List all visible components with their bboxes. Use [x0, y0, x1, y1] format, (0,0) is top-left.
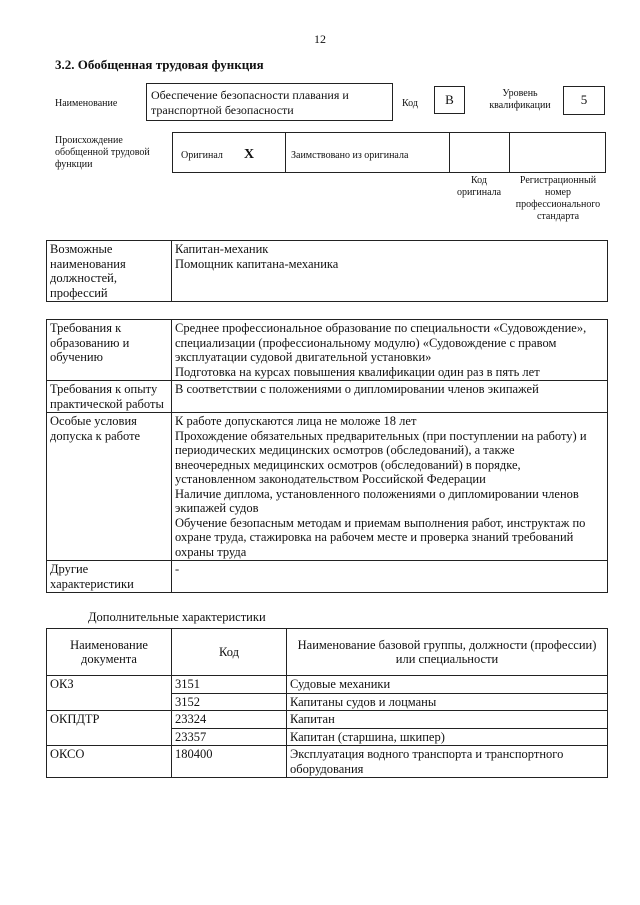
- other-line: -: [175, 562, 180, 576]
- page-number: 12: [314, 32, 326, 46]
- name-cell: [287, 746, 608, 778]
- doc-cell: ОКПДТР: [47, 711, 172, 746]
- education-line: Среднее профессиональное образование по специальности «Судовождение»,: [175, 321, 587, 335]
- requirements-row-education: [47, 320, 608, 381]
- code-label: Код: [402, 98, 418, 109]
- admission-label-line: допуска к работе: [50, 428, 141, 443]
- code-cell: 180400: [172, 746, 287, 778]
- name-cell-line: Эксплуатация водного транспорта и транспортного: [290, 747, 564, 761]
- original-label: Оригинал: [181, 150, 223, 161]
- additional-header-row: [47, 629, 608, 676]
- admission-line: Прохождение обязательных предварительных (при поступлении на работу) и: [175, 428, 587, 443]
- origin-label-line3: функции: [55, 159, 93, 170]
- function-name-box: [146, 83, 393, 121]
- name-cell: Капитаны судов и лоцманы: [287, 693, 608, 711]
- col-document-header: [47, 629, 172, 676]
- positions-table: [46, 240, 608, 302]
- education-label-line: образованию и: [50, 335, 130, 350]
- reg-number-caption-line1: Регистрационный: [519, 175, 597, 186]
- positions-label: [47, 241, 172, 302]
- experience-label-line: практической работы: [50, 396, 164, 411]
- section-title: 3.2. Обобщенная трудовая функция: [55, 57, 264, 72]
- positions-label-line4: профессий: [50, 285, 108, 300]
- other-label: [47, 561, 172, 593]
- level-box: [563, 86, 605, 115]
- other-label-line: характеристики: [50, 576, 134, 591]
- code-original-caption-line1: Код: [471, 175, 487, 186]
- additional-title: Дополнительные характеристики: [88, 610, 266, 624]
- code-cell: 3151: [172, 676, 287, 694]
- position-item: Помощник капитана-механика: [175, 256, 339, 271]
- code-box: [434, 86, 465, 114]
- origin-label-line1: Происхождение: [55, 135, 123, 146]
- positions-row: [47, 241, 608, 302]
- origin-divider-2: [449, 133, 450, 172]
- education-line: Подготовка на курсах повышения квалификации один раз в пять лет: [175, 364, 540, 379]
- code-cell: 23357: [172, 728, 287, 746]
- education-line: специализации (профессиональному модулю) «Судовождение с правом: [175, 335, 557, 350]
- col-code-header: Код: [172, 629, 287, 676]
- position-item: Капитан-механик: [175, 242, 269, 256]
- admission-label-line: Особые условия: [50, 414, 137, 428]
- admission-value: [172, 413, 608, 561]
- admission-line: Обучение безопасным методам и приемам выполнения работ, инструктаж по: [175, 515, 586, 530]
- reg-number-caption: [508, 175, 608, 223]
- reg-number-caption-line3: профессионального: [515, 199, 601, 210]
- positions-label-line3: должностей,: [50, 271, 117, 285]
- col-document-header-line: Наименование: [70, 637, 148, 652]
- table-row: [47, 676, 608, 694]
- admission-line: К работе допускаются лица не моложе 18 лет: [175, 414, 417, 428]
- admission-line: охраны труда: [175, 544, 247, 559]
- level-value: 5: [580, 92, 588, 107]
- origin-divider-3: [509, 133, 510, 172]
- origin-divider-1: [285, 133, 286, 172]
- col-name-header-line: Наименование базовой группы, должности (профессии): [297, 637, 597, 652]
- requirements-row-admission: [47, 413, 608, 561]
- code-cell: 3152: [172, 693, 287, 711]
- code-original-caption: [446, 175, 512, 199]
- col-name-header: [287, 629, 608, 676]
- other-label-line: Другие: [50, 562, 89, 576]
- table-row: [47, 711, 608, 729]
- name-label: Наименование: [55, 98, 118, 109]
- name-cell: Капитан (старшина, шкипер): [287, 728, 608, 746]
- admission-line: экипажей судов: [175, 501, 259, 515]
- name-cell-line: оборудования: [290, 761, 364, 776]
- education-line: эксплуатации судовой двигательной установки»: [175, 350, 432, 364]
- code-value: B: [445, 92, 454, 107]
- positions-label-line2: наименования: [50, 256, 126, 271]
- requirements-row-experience: [47, 381, 608, 413]
- requirements-row-other: [47, 561, 608, 593]
- education-value: [172, 320, 608, 381]
- level-label: [475, 88, 565, 112]
- name-cell: Капитан: [287, 711, 608, 729]
- other-value: [172, 561, 608, 593]
- positions-label-line1: Возможные: [50, 242, 113, 256]
- table-row: [47, 746, 608, 778]
- code-original-caption-line2: оригинала: [456, 187, 502, 198]
- origin-label-line2: обобщенной трудовой: [55, 147, 150, 158]
- education-label: [47, 320, 172, 381]
- admission-line: установленном законодательством Российской Федерации: [175, 472, 486, 486]
- reg-number-caption-line2: номер: [545, 187, 571, 198]
- experience-label-line: Требования к опыту: [50, 382, 158, 396]
- col-document-header-line: документа: [81, 652, 137, 666]
- experience-line: В соответствии с положениями о дипломировании членов экипажей: [175, 382, 539, 396]
- code-cell: 23324: [172, 711, 287, 729]
- origin-box: [172, 132, 606, 173]
- admission-line: периодических медицинских осмотров (обследований), а также: [175, 443, 515, 457]
- col-name-header-line: или специальности: [395, 652, 499, 666]
- name-cell: Судовые механики: [287, 676, 608, 694]
- function-name-line1: Обеспечение безопасности плавания и: [151, 88, 349, 102]
- admission-line: Наличие диплома, установленного положениями о дипломировании членов: [175, 486, 579, 501]
- additional-table: [46, 628, 608, 778]
- admission-line: охране труда, стажировка на рабочем месте и проверка знаний требований: [175, 530, 574, 544]
- reg-number-caption-line4: стандарта: [536, 211, 580, 222]
- doc-cell: ОКЗ: [47, 676, 172, 711]
- admission-line: внеочередных медицинских осмотров (обследований) в порядке,: [175, 457, 521, 472]
- admission-label: [47, 413, 172, 561]
- level-label-line1: Уровень: [502, 88, 538, 99]
- education-label-line: обучению: [50, 350, 103, 364]
- function-name-line2: транспортной безопасности: [151, 103, 294, 117]
- experience-value: [172, 381, 608, 413]
- original-mark: X: [244, 147, 255, 162]
- requirements-table: [46, 319, 608, 593]
- origin-label: [55, 135, 150, 171]
- borrowed-label: Заимствовано из оригинала: [291, 150, 409, 161]
- experience-label: [47, 381, 172, 413]
- positions-values: [172, 241, 608, 302]
- doc-cell: ОКСО: [47, 746, 172, 778]
- education-label-line: Требования к: [50, 321, 122, 335]
- level-label-line2: квалификации: [489, 100, 551, 111]
